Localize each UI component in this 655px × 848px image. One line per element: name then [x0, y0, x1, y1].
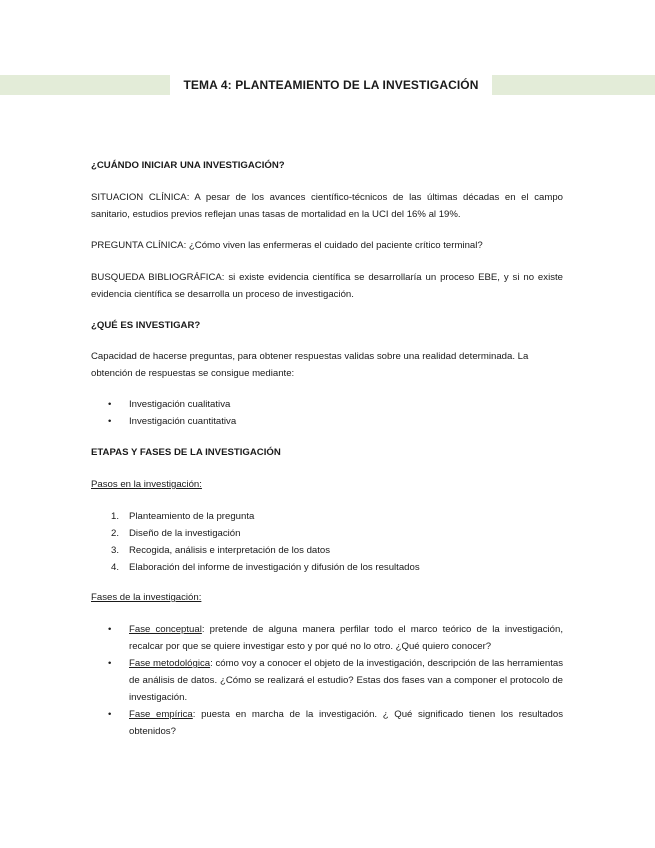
phases-list — [91, 621, 563, 740]
phase-text: : pretende de alguna manera perfilar todo el marco teórico de la investigación, recalcar por que se quiere investigar esto y por qué no lo otro. ¿Qué quiero conocer? — [129, 624, 563, 652]
clinical-situation-label: SITUACION CLÍNICA: — [91, 192, 190, 203]
bibliographic-search-paragraph — [91, 269, 563, 303]
bullet-marker: • — [108, 416, 112, 427]
list-item — [91, 621, 563, 655]
list-item: 4. Elaboración del informe de investigación y difusión de los resultados — [91, 559, 563, 576]
number-marker: 3. — [111, 545, 120, 556]
list-item — [91, 706, 563, 740]
list-item: 1. Planteamiento de la pregunta — [91, 508, 563, 525]
when-heading: ¿CUÁNDO INICIAR UNA INVESTIGACIÓN? — [91, 160, 285, 171]
clinical-question-text: ¿Cómo viven las enfermeras el cuidado del paciente crítico terminal? — [186, 240, 483, 251]
clinical-question-label: PREGUNTA CLÍNICA: — [91, 240, 187, 251]
list-item: • Investigación cualitativa — [91, 396, 563, 413]
list-item — [91, 655, 563, 706]
phase-text: : puesta en marcha de la investigación. ¿ Qué significado tienen los resultados obtenidos? — [129, 709, 563, 737]
phase-name: Fase metodológica — [129, 658, 211, 669]
bullet-marker: • — [108, 658, 112, 669]
number-marker: 2. — [111, 528, 120, 539]
title-band-right — [492, 75, 655, 95]
stages-heading: ETAPAS Y FASES DE LA INVESTIGACIÓN — [91, 447, 281, 458]
clinical-situation-paragraph — [91, 189, 563, 223]
bullet-marker: • — [108, 709, 112, 720]
phase-name: Fase conceptual — [129, 624, 202, 635]
steps-heading: Pasos en la investigación: — [91, 479, 202, 490]
bibliographic-search-text: si existe evidencia científica se desarrollaría un proceso EBE, y si no existe evidencia científica se desarrolla un proceso de investigación. — [91, 272, 563, 300]
page-title: TEMA 4: PLANTEAMIENTO DE LA INVESTIGACIÓN — [183, 78, 479, 92]
number-marker: 4. — [111, 562, 120, 573]
title-band-left — [0, 75, 170, 95]
bullet-marker: • — [108, 624, 112, 635]
clinical-question-paragraph — [91, 237, 563, 254]
phase-name: Fase empírica — [129, 709, 193, 720]
what-paragraph: Capacidad de hacerse preguntas, para obtener respuestas validas sobre una realidad determinada. La obtención de respuestas se consigue mediante: — [91, 351, 529, 379]
methods-list — [91, 396, 563, 430]
steps-list — [91, 508, 563, 576]
bullet-marker: • — [108, 399, 112, 410]
clinical-situation-text: A pesar de los avances científico-técnicos de las últimas décadas en el campo sanitario, estudios previos reflejan unas tasas de mortalidad en la UCI del 16% al 19%. — [91, 192, 563, 220]
what-heading: ¿QUÉ ES INVESTIGAR? — [91, 320, 201, 331]
list-item: 3. Recogida, análisis e interpretación de los datos — [91, 542, 563, 559]
list-item: • Investigación cuantitativa — [91, 413, 563, 430]
title-band — [0, 75, 655, 95]
list-item: 2. Diseño de la investigación — [91, 525, 563, 542]
phase-text: : cómo voy a conocer el objeto de la investigación, descripción de las herramientas de análisis de datos. ¿Cómo se realizará el estudio? Estas dos fases van a componer el protocolo de investigación. — [129, 658, 563, 703]
bibliographic-search-label: BUSQUEDA BIBLIOGRÁFICA: — [91, 272, 225, 283]
number-marker: 1. — [111, 511, 120, 522]
phases-heading: Fases de la investigación: — [91, 592, 202, 603]
